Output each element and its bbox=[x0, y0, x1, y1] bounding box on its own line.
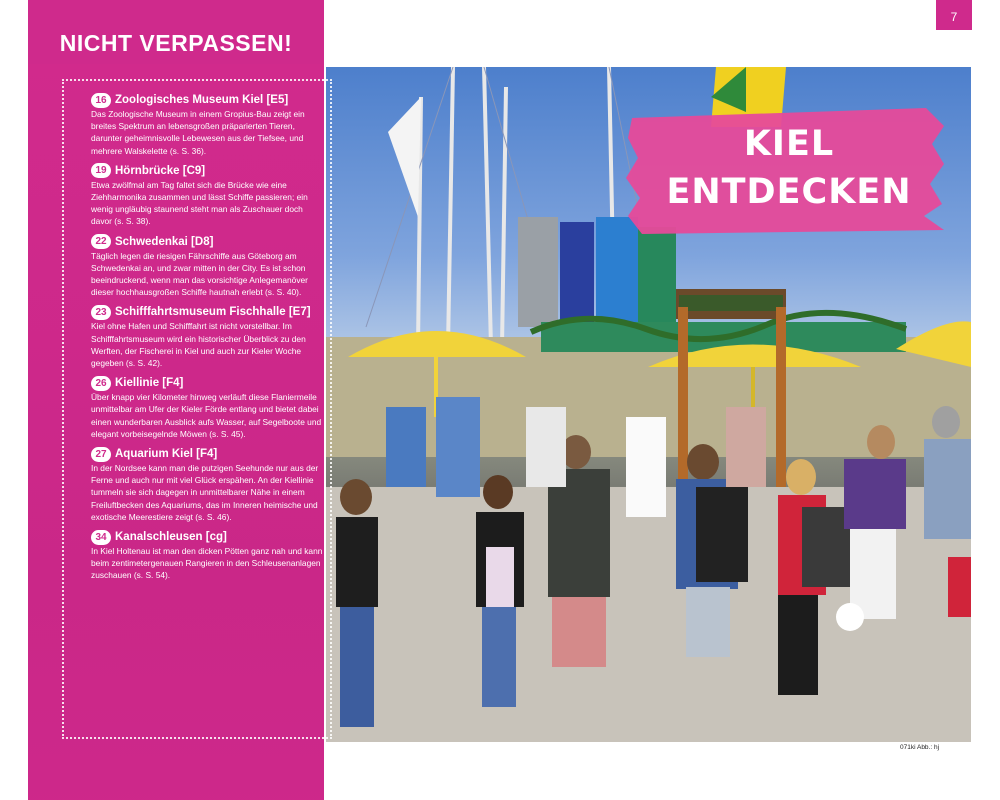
highlights-list bbox=[91, 92, 323, 588]
entry-text: Täglich legen die riesigen Fährschiffe aus Göteborg am Schwedenkai an, und zwar mitten in der City. Es ist schon beeindruckend, wenn man das vorsichtige Anlegemanöver dieser hochhausgroßen Schiffe hautnah erlebt (s. S. 40). bbox=[91, 250, 308, 298]
highlight-entry bbox=[91, 163, 323, 228]
hero-title-line1: KIEL bbox=[743, 124, 835, 164]
sidebar-panel bbox=[28, 0, 324, 800]
entry-number-badge: 26 bbox=[91, 376, 111, 391]
highlight-entry bbox=[91, 375, 323, 440]
entry-text: Über knapp vier Kilometer hinweg verläuft diese Flaniermeile unmittelbar am Ufer der Kieler Förde entlang und bietet dabei einen wunderbaren Ausblick aufs Wasser, auf Segelboote und elegant vorbeisegelnde Möwen (s. S. 45). bbox=[91, 392, 322, 439]
entry-text: In Kiel Holtenau ist man den dicken Pötten ganz nah und kann beim zentimetergenauen Rangieren in den Schleusenanlagen zuschauen (s. S. 54). bbox=[91, 546, 323, 581]
highlight-entry bbox=[91, 446, 323, 523]
entry-number-badge: 16 bbox=[91, 93, 111, 108]
highlight-entry bbox=[91, 234, 323, 299]
entry-number-badge: 27 bbox=[91, 447, 111, 462]
highlight-entry bbox=[91, 92, 323, 157]
hero-title bbox=[636, 120, 942, 216]
entry-number-badge: 19 bbox=[91, 163, 111, 178]
entry-text: Etwa zwölfmal am Tag faltet sich die Brücke wie eine Ziehharmonika zusammen und lässt Schiffe passieren; ein wenig ungläubig staunend steht man als Zuschauer doch davor (s. S. 38). bbox=[91, 179, 308, 227]
entry-title: Schwedenkai [D8] bbox=[115, 235, 214, 248]
sidebar-title: NICHT VERPASSEN! bbox=[59, 30, 293, 56]
entry-title: Kiellinie [F4] bbox=[115, 377, 184, 390]
entry-number-badge: 22 bbox=[91, 234, 111, 249]
entry-text: Kiel ohne Hafen und Schifffahrt ist nicht vorstellbar. Im Schifffahrtsmuseum wird ein historischer Überblick zu den Werften, der Fischerei in Kiel und auch zur Kieler Woche gegeben (s. S. 42). bbox=[91, 321, 306, 369]
highlight-entry bbox=[91, 304, 323, 369]
entry-title: Kanalschleusen [cg] bbox=[115, 531, 227, 544]
entry-text: Das Zoologische Museum in einem Gropius-Bau zeigt ein breites Spektrum an lebensgroßen präparierten Tieren, darunter geheimnisvolle Lebewesen aus der Tiefsee, und mehrere Walskelette (s. S. 36). bbox=[91, 109, 305, 156]
page-number: 7 bbox=[936, 0, 972, 30]
photo-credit: 071ki Abb.: hj bbox=[900, 744, 940, 751]
entry-text: In der Nordsee kann man die putzigen Seehunde nur aus der Ferne und auch nur mit viel Glück erspähen. An der Kiellinie tummeln sie sich dagegen in unmittelbarer Nähe in einem Freiluftbecken des Aquariums, das im Inneren heimische und exotische Meerestiere zeigt (s. S. 46). bbox=[91, 463, 319, 522]
entry-number-badge: 23 bbox=[91, 305, 111, 320]
highlight-entry bbox=[91, 529, 323, 582]
entry-title: Zoologisches Museum Kiel [E5] bbox=[115, 94, 289, 106]
hero-title-line2: ENTDECKEN bbox=[666, 172, 912, 212]
entry-title: Schifffahrtsmuseum Fischhalle [E7] bbox=[115, 306, 311, 319]
entry-title: Aquarium Kiel [F4] bbox=[115, 448, 218, 461]
entry-number-badge: 34 bbox=[91, 530, 111, 545]
entry-title: Hörnbrücke [C9] bbox=[115, 164, 206, 177]
